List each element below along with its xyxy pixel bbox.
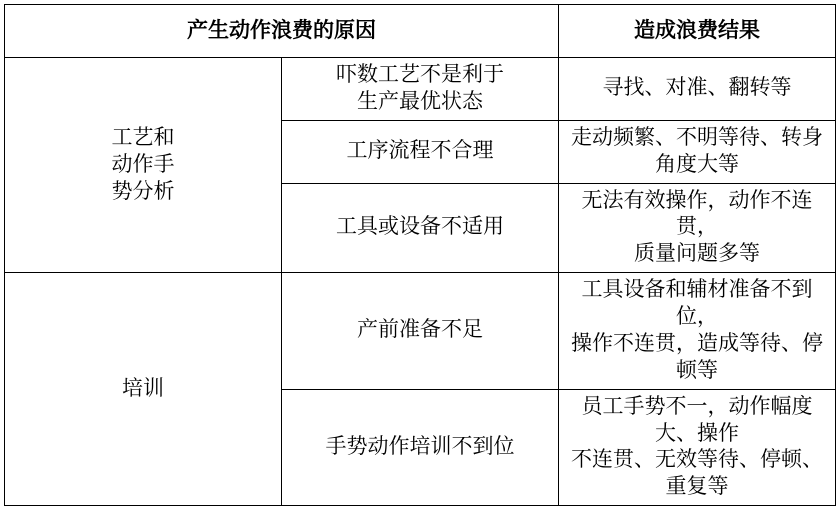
cause-line: 产前准备不足	[357, 318, 483, 342]
result-cell	[559, 389, 836, 506]
cause-line: 吓数工艺不是利于	[336, 63, 504, 86]
group-label-training	[5, 273, 282, 506]
result-cell	[559, 273, 836, 390]
cause-cell	[282, 389, 559, 506]
cause-line: 工序流程不合理	[346, 139, 494, 163]
result-line: 质量问题多等	[634, 242, 760, 266]
result-line: 走动频繁、不明等待、转身角度大等	[571, 125, 823, 176]
result-cell	[559, 120, 836, 183]
result-line: 无法有效操作，动作不连贯，	[581, 188, 813, 239]
header-result: 造成浪费结果	[559, 5, 836, 58]
cause-line: 手势动作培训不到位	[325, 434, 515, 458]
cause-cell	[282, 58, 559, 121]
result-line: 操作不连贯，造成等待、停顿等	[571, 331, 823, 382]
table-row	[5, 273, 836, 390]
table-row	[5, 58, 836, 121]
table-header-row	[5, 5, 836, 58]
result-cell	[559, 183, 836, 273]
cause-line: 工具或设备不适用	[336, 215, 504, 239]
waste-analysis-table	[4, 4, 836, 506]
group-label-line: 培训	[122, 376, 164, 400]
cause-cell	[282, 120, 559, 183]
cause-cell	[282, 273, 559, 390]
group-label-process	[5, 58, 282, 273]
cause-cell	[282, 183, 559, 273]
result-line: 寻找、对准、翻转等	[602, 76, 792, 100]
cause-line: 生产最优状态	[357, 89, 483, 113]
result-line: 不连贯、无效等待、停顿、重复等	[571, 448, 823, 499]
result-line: 工具设备和辅材准备不到位，	[581, 278, 813, 328]
header-cause: 产生动作浪费的原因	[5, 5, 559, 58]
result-cell	[559, 58, 836, 121]
group-label-line: 动作手	[111, 152, 175, 176]
group-label-line: 工艺和	[111, 125, 175, 149]
group-label-line: 势分析	[111, 179, 175, 203]
result-line: 员工手势不一，动作幅度大、操作	[581, 394, 813, 445]
